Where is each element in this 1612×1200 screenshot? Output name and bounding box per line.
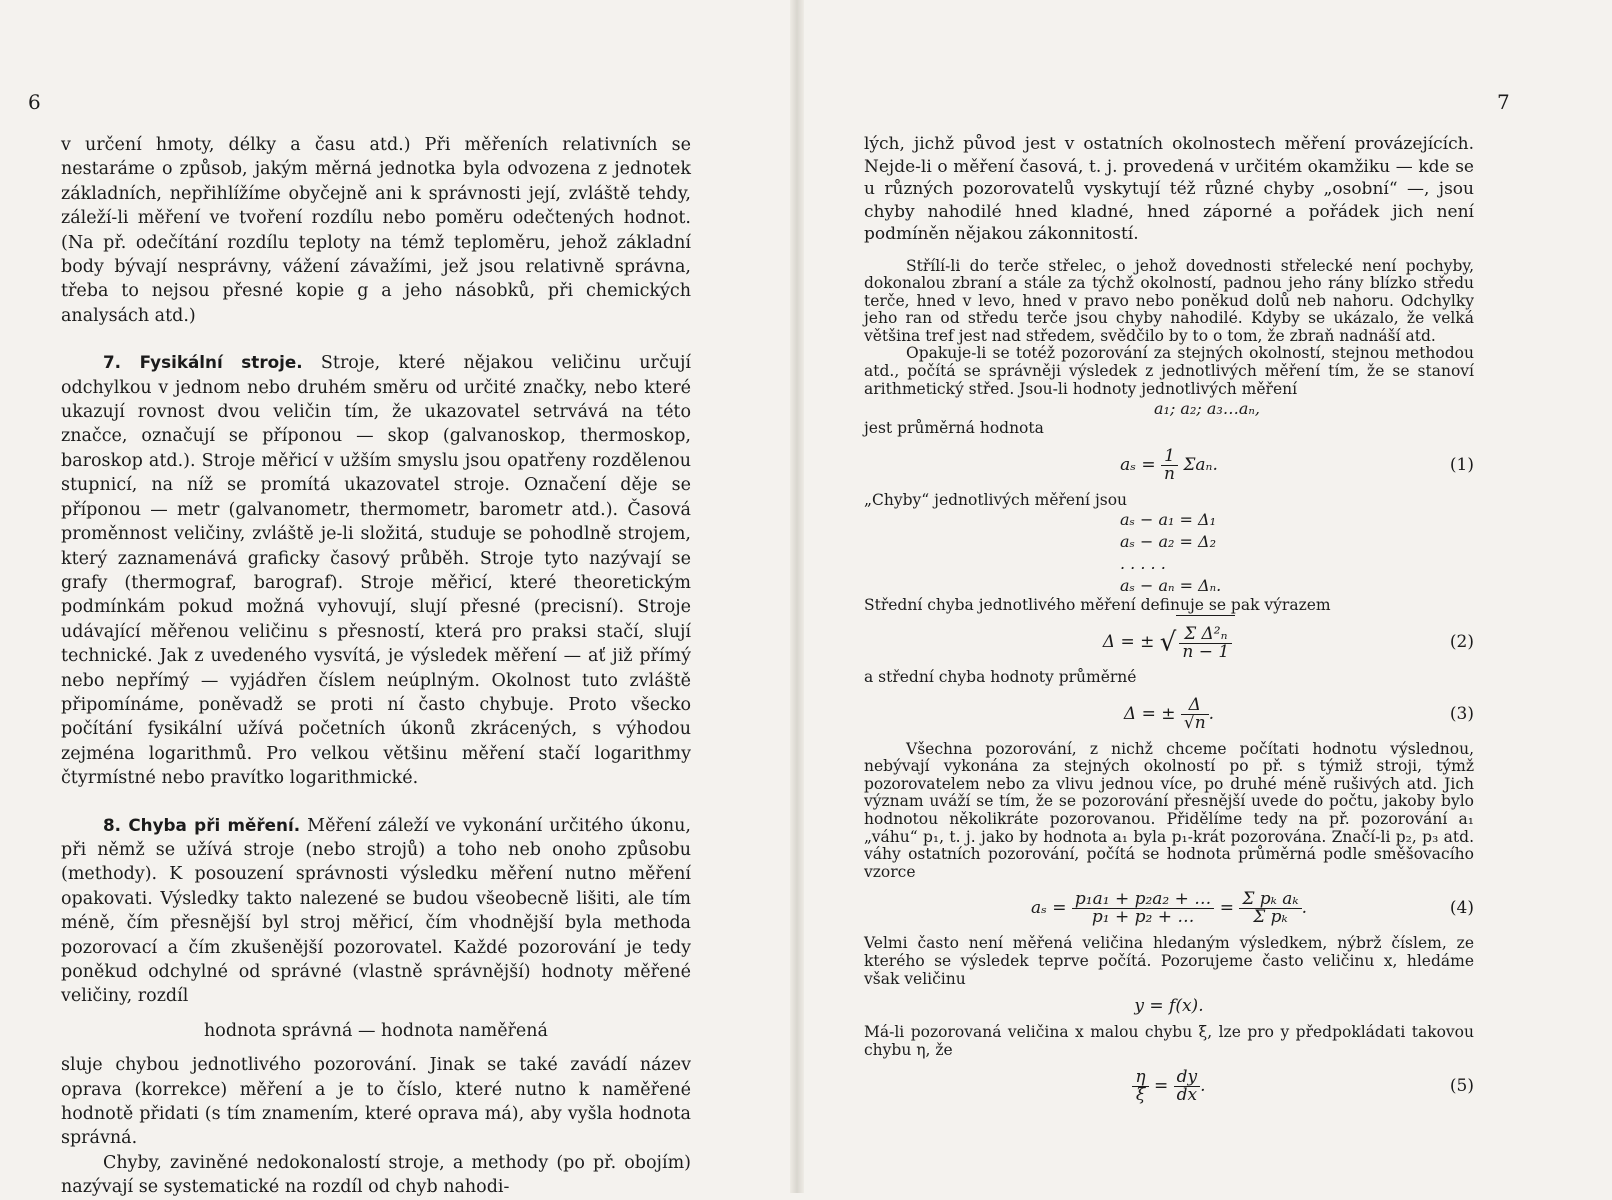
formula-line: hodnota správná — hodnota naměřená [204,1020,548,1041]
paragraph: Chyby, zaviněné nedokonalostí stroje, a methody (po př. obojím) nazývají se systematické na rozdíl od chyb nahodi- [61,1152,691,1198]
equation-number: (3) [1449,703,1474,724]
text-line: Střední chyba jednotlivého měření definuje se pak výrazem [864,596,1331,615]
numerator: 1 [1161,448,1178,466]
text-line: a střední chyba hodnoty průměrné [864,668,1137,687]
fraction [1072,891,1214,926]
equation-2 [864,615,1474,669]
equals-sign: = [1154,1076,1169,1097]
text-line: „Chyby“ jednotlivých měření jsou [864,490,1128,509]
equation-3: Δ = ± $\frac{\Delta}{√n}$ . (3) [864,687,1474,741]
equation-lhs: Δ = ± [1102,632,1155,653]
paragraph: Opakuje-li se totéž pozorování za stejných okolností, stejnou methodou atd., počítá se správněji výsledek z jednotlivých měření tím, že se stanoví arithmetický střed. Jsou-li hodnoty jednotlivých měření [864,344,1474,398]
fraction [1181,694,1209,733]
paragraph: Všechna pozorování, z nichž chceme počítati hodnotu výslednou, nebývají vykonána za stejných okolností po př. s týmiž stroji, týmž pozorovatelem nebo za vlivu jednou více, po druhé méně rušivých atd. Jich význam uváží se tím, že se pozorování přesnější uvede do počtu, jakoby bylo hodnotou několikráte pozorovanou. Přidělíme tedy na př. pozorování a₁ „váhu“ p₁, t. j. jako by hodnota a₁ byla p₁-krát pozorována. Značí-li p₂, p₃ atd. váhy ostatních pozorování, počítá se hodnota průměrná podle směšovacího vzorce [864,739,1474,881]
text-line: jest průměrná hodnota [864,419,1044,438]
denominator: dx [1176,1085,1198,1106]
error-line: . . . . . [1120,554,1166,574]
right-page [804,0,1612,1193]
paragraph: lých, jichž původ jest v ostatních okolnostech měření provázejících. Nejde-li o měření časová, t. j. provedená v určitém okamžiku — kde se u různých pozorovatelů vyskytují též různé chyby „osobní“ —, jsou chyby nahodilé hned kladné, hned záporné a pořádek jich není podmíněn nějakou zákonnitostí. [864,134,1474,244]
denominator: Σ pₖ [1253,907,1288,928]
error-line: aₛ − a₂ = Δ₂ [1120,532,1217,552]
section-text: Stroje, které nějakou veličinu určují odchylkou v jednom nebo druhém směru od určité značky, nebo které ukazují rovnost dvou veličin tím, že ukazovatel setrvává na této značce, označují se příponou — skop (galvanoskop, thermoskop, baroskop atd.). Stroje měřicí v užším smyslu jsou opatřeny rozdělenou stupnicí, na níž se promítá ukazovatel stroje. Označení děje se příponou — metr (galvanometr, thermometr, barometr atd.). Časová proměnnost veličiny, zvláště je-li složitá, studuje se pohodlně strojem, který zaznamenává graficky časový průběh. Stroje tyto nazývají se grafy (thermograf, barograf). Stroje měřicí, které theoretickým podmínkám pokud možná vyhovují, slují přesné (precisní). Stroje udávající měřenou veličinu s přesností, která pro praksi stačí, slují technické. Jak z uvedeného vysvítá, je výsledek měření — ať již přímý nebo nepřímý — vyjádřen číslem neúplným. Okolnost tuto zvláště připomínáme, poněvadž se proti ní často chybuje. Proto všecko počítání fysikální užívá početních úkonů zkrácených, s výhodou zejména logarithmů. Pro velkou většinu měření stačí logarithmy čtyrmístné nebo pravítko logarithmické. [61,353,691,789]
equation-number: (4) [1449,898,1474,919]
equation-y [864,988,1474,1024]
fraction [1179,626,1232,661]
paragraph: Má-li pozorovaná veličina x malou chybu ξ, lze pro y předpokládati takovou chybu η, že [864,1023,1474,1059]
equation-1 [864,438,1474,492]
fraction [1132,1069,1148,1104]
numerator: dy [1174,1069,1201,1087]
paragraph: Velmi často není měřená veličina hledaným výsledkem, nýbrž číslem, ze kterého se výsledek teprve počítá. Pozorujeme často veličinu x, hledáme však veličinu [864,934,1474,988]
error-line: aₛ − aₙ = Δₙ. [1120,576,1222,596]
numerator: Δ [1181,697,1209,715]
numerator: Σ Δ²ₙ [1179,626,1232,644]
paragraph: Střílí-li do terče střelec, o jehož dovednosti střelecké není pochyby, dokonalou zbraní a stále za týchž okolností, padnou jeho rány blízko středu terče, hned v levo, hned v pravo nebo poněkud dolů neb nahoru. Odchylky jeho ran od středu terče jsou chyby nahodilé. Kdyby se ukázalo, že velká většina tref jest nad středem, svědčilo by to o tom, že zbraň nadnáší atd. [864,256,1474,345]
equation-number: (5) [1449,1076,1474,1097]
text-column [864,133,1474,1113]
error-line: aₛ − a₁ = Δ₁ [1120,510,1217,530]
paragraph: sluje chybou jednotlivého pozorování. Jinak se také zavádí název oprava (korrekce) měření a je to číslo, které nutno k naměřené hodnotě přidati (s tím znamením, které oprava má), aby vyšla hodnota správná. [61,1055,691,1149]
radical-sign: √ [1159,627,1177,658]
denominator: ξ [1135,1085,1146,1106]
equation-rhs: Σaₙ. [1183,454,1218,475]
denominator: n [1164,463,1175,484]
fraction [1239,891,1301,926]
numerator: Σ pₖ aₖ [1239,891,1301,909]
equals-sign: = [1219,898,1234,919]
equation-number: (2) [1449,632,1474,653]
denominator: p₁ + p₂ + … [1091,907,1195,928]
numerator: η [1132,1069,1148,1087]
section-text: Měření záleží ve vykonání určitého úkonu, při němž se užívá stroje (nebo strojů) a toho neb onoho způsobu (methody). K posouzení správnosti výsledku měření nutno měření opakovati. Výsledky takto nalezené se budou všeobecně lišiti, ale tím méně, čím přesnější byl stroj měřicí, čím vhodnější byla methoda pozorovací a čím zkušenější pozorovatel. Každé pozorování je tedy poněkud odchylné od správné (vlastně správnější) hodnoty měřené veličiny, rozdíl [61,815,691,1007]
text-column [61,133,691,1200]
fraction [1174,1069,1201,1104]
denominator: n − 1 [1182,642,1230,663]
numerator: p₁a₁ + p₂a₂ + … [1072,891,1214,909]
equation-text: y = f(x). [1134,996,1204,1017]
denominator: √n [1183,712,1206,733]
section-8 [61,813,691,1009]
equation-4: aₛ = $\frac{\text{p₁a₁ + p₂a₂ + …}}{\text{p₁ + p₂ + …}}$ = $\frac{\text{Σ pₖ aₖ}}{\text{Σ pₖ}}$ . (4) [864,881,1474,935]
section-heading: 8. Chyba při měření. [103,814,301,835]
left-page [0,0,790,1198]
page-number: 6 [28,90,41,114]
values-line: a₁; a₂; a₃…aₙ, [1154,399,1260,419]
equation-lhs: Δ = ± [1123,703,1176,724]
paragraph: v určení hmoty, délky a času atd.) Při měřeních relativních se nestaráme o způsob, jakým měrná jednotka byla odvozena z jednotek základních, nepřihlížíme obyčejně ani k správnosti její, zvláště tehdy, záleží-li měření ve tvoření rozdílu nebo poměru odečtených hodnot. (Na př. odečítání rozdílu teploty na témž teploměru, jehož základní body bývají nesprávny, vážení závažími, jež jsou relativně správna, třeba to nejsou přesné kopie g a jeho násobků, při chemických analysách atd.) [61,135,691,326]
section-7 [61,350,691,790]
radicand [1176,615,1235,670]
fraction [1161,445,1178,484]
equation-lhs: aₛ = [1030,898,1067,919]
equation-5: $\frac{\eta}{\xi}$ = $\frac{dy}{dx}$ . (5) [864,1059,1474,1113]
section-heading: 7. Fysikální stroje. [103,352,303,373]
equation-number: (1) [1449,454,1474,475]
page-number: 7 [1497,90,1510,114]
equation-lhs: aₛ = [1120,454,1156,475]
book-gutter [790,0,804,1193]
